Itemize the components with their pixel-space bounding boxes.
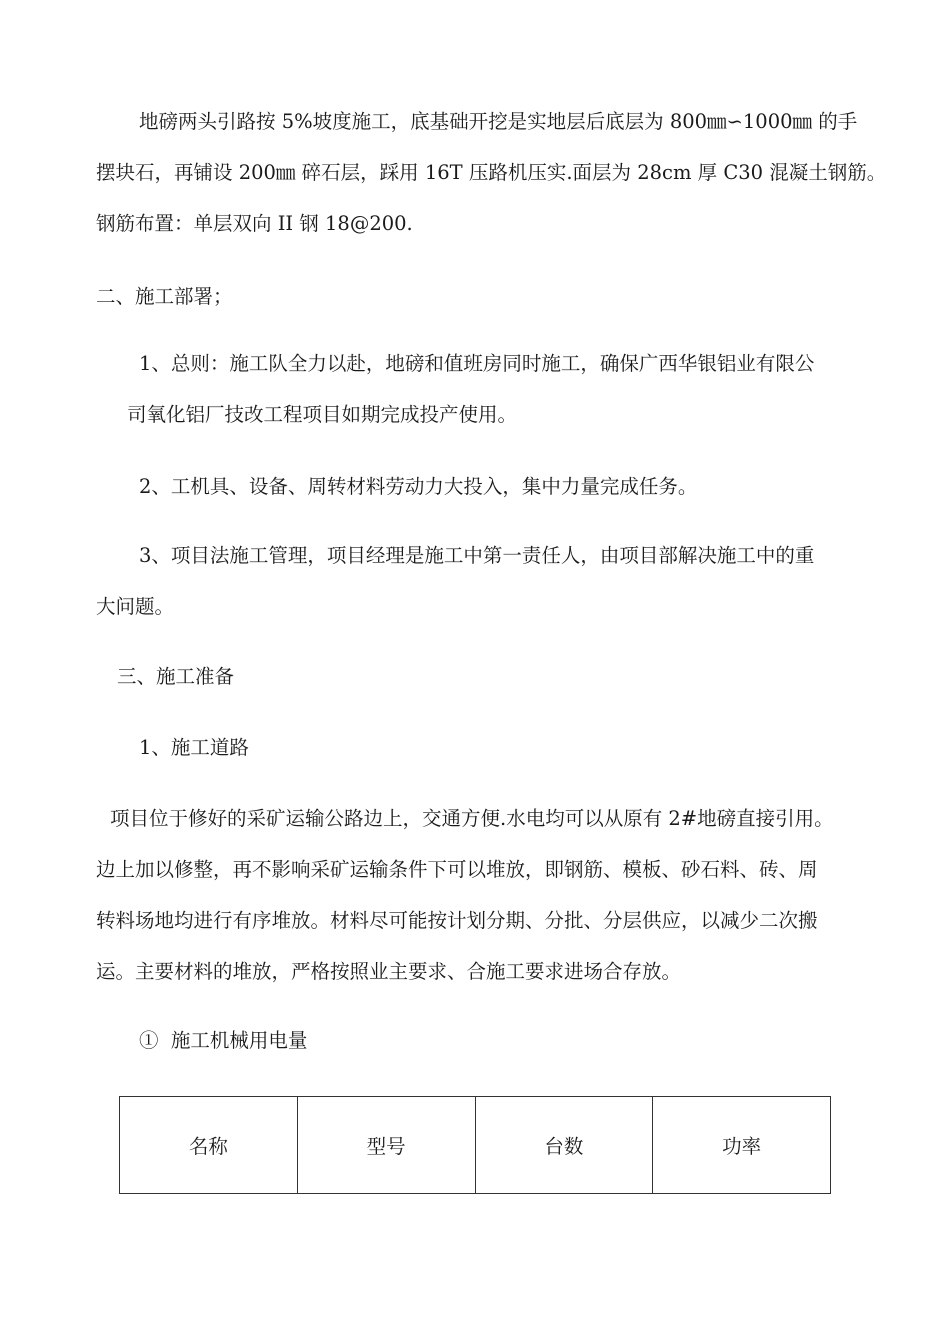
- table-header-cell: 名称: [120, 1097, 298, 1194]
- table-title: ① 施工机械用电量: [139, 1029, 308, 1052]
- table-header-cell: 台数: [475, 1097, 653, 1194]
- table-header-row: [120, 1097, 831, 1194]
- paragraph-line: 转料场地均进行有序堆放。材料尽可能按计划分期、分批、分层供应，以减少二次搬: [96, 909, 818, 932]
- list-item-line: 大问题。: [96, 595, 175, 618]
- machine-power-table: [119, 1096, 831, 1194]
- list-item-line: 1、总则：施工队全力以赴，地磅和值班房同时施工，确保广西华银铝业有限公: [139, 352, 815, 375]
- paragraph-line: 地磅两头引路按 5%坡度施工，底基础开挖是实地层后底层为 800㎜∽1000㎜ 的手: [139, 110, 858, 133]
- paragraph-line: 运。主要材料的堆放，严格按照业主要求、合施工要求进场合存放。: [96, 960, 682, 983]
- list-item-line: 司氧化铝厂技改工程项目如期完成投产使用。: [127, 403, 518, 426]
- paragraph-line: 钢筋布置：单层双向 II 钢 18@200.: [96, 212, 413, 235]
- section-heading: 二、施工部署；: [96, 285, 233, 308]
- paragraph-line: 摆块石，再铺设 200㎜ 碎石层，踩用 16T 压路机压实.面层为 28cm 厚 C30 混凝土钢筋。: [96, 161, 887, 184]
- paragraph-line: 项目位于修好的采矿运输公路边上，交通方便.水电均可以从原有 2#地磅直接引用。: [110, 807, 834, 830]
- paragraph-line: 边上加以修整，再不影响采矿运输条件下可以堆放，即钢筋、模板、砂石料、砖、周: [96, 858, 818, 881]
- subheading: 1、施工道路: [139, 736, 249, 759]
- section-heading: 三、施工准备: [117, 665, 235, 688]
- list-item-line: 2、工机具、设备、周转材料劳动力大投入，集中力量完成任务。: [139, 475, 698, 498]
- list-item-line: 3、项目法施工管理，项目经理是施工中第一责任人，由项目部解决施工中的重: [139, 544, 815, 567]
- table-header-cell: 型号: [297, 1097, 475, 1194]
- table-header-cell: 功率: [653, 1097, 831, 1194]
